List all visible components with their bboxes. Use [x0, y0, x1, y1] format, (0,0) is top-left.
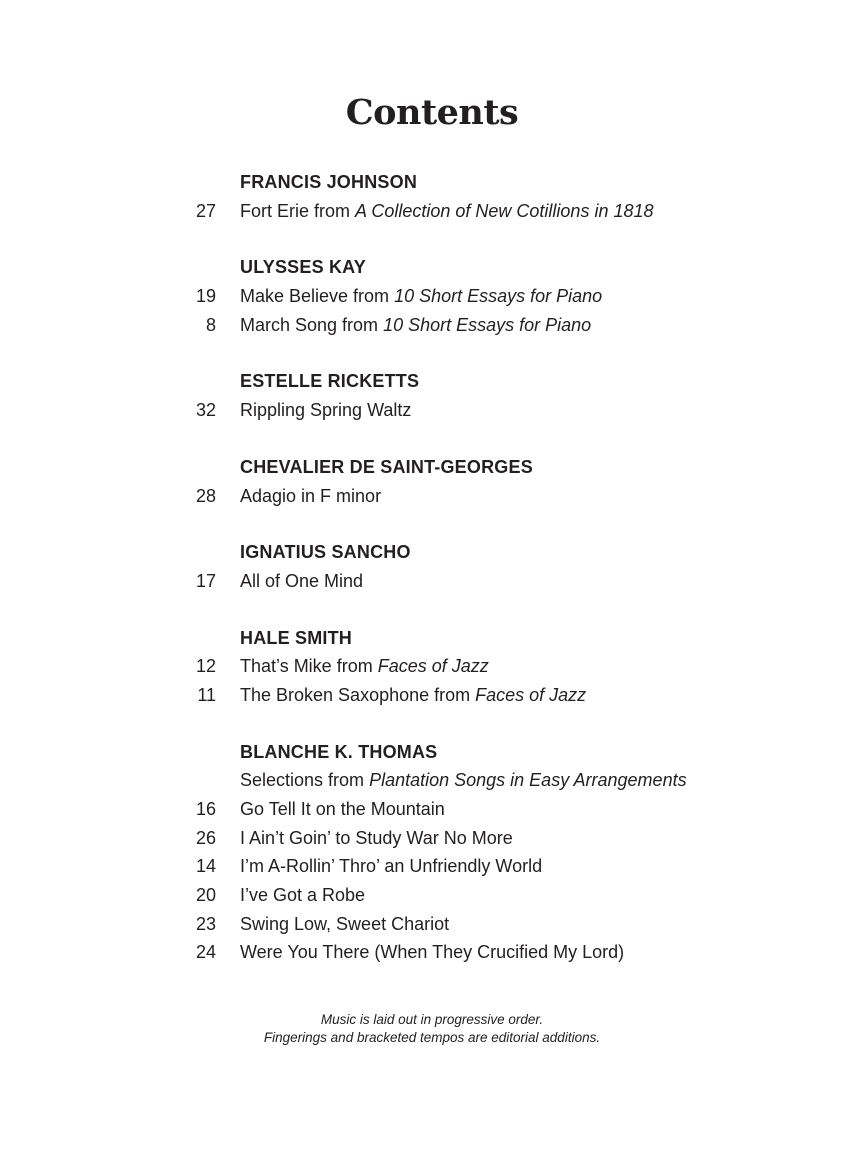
- piece-title: Make Believe from: [240, 286, 395, 307]
- footer-note: [0, 1011, 864, 1047]
- piece-title: Fort Erie from: [240, 200, 356, 221]
- piece-title: Adagio in F minor: [240, 485, 382, 506]
- page-number: 27: [195, 200, 216, 221]
- page-number: 23: [195, 913, 216, 934]
- toc-entry[interactable]: [0, 482, 864, 511]
- piece-title: Were You There (When They Crucified My Lord): [240, 942, 625, 963]
- piece-title: I’m A-Rollin’ Thro’ an Unfriendly World: [240, 856, 543, 877]
- section-hale-smith: [0, 624, 864, 710]
- composer-heading: ULYSSES KAY: [240, 257, 366, 278]
- section-saint-georges: [0, 453, 864, 510]
- composer-heading: CHEVALIER DE SAINT-GEORGES: [240, 456, 533, 477]
- toc-entry[interactable]: [0, 282, 864, 311]
- selections-note: [0, 766, 864, 795]
- toc-entry[interactable]: [0, 567, 864, 596]
- section-francis-johnson: [0, 168, 864, 225]
- footer-line: Fingerings and bracketed tempos are editorial additions.: [263, 1030, 601, 1045]
- source-title: 10 Short Essays for Piano: [383, 314, 592, 335]
- section-estelle-ricketts: [0, 367, 864, 424]
- toc-entry[interactable]: [0, 197, 864, 226]
- toc-entry[interactable]: [0, 938, 864, 967]
- toc-entry[interactable]: [0, 881, 864, 910]
- piece-title: I’ve Got a Robe: [240, 885, 366, 906]
- page-number: 16: [195, 799, 216, 819]
- section-ulysses-kay: [0, 253, 864, 339]
- toc-entry[interactable]: [0, 681, 864, 710]
- page-number: 11: [197, 684, 216, 705]
- toc-entry[interactable]: [0, 396, 864, 425]
- footer-line: Music is laid out in progressive order.: [320, 1012, 544, 1027]
- source-title: 10 Short Essays for Piano: [394, 286, 603, 307]
- composer-heading: ESTELLE RICKETTS: [240, 371, 420, 392]
- table-of-contents: [0, 168, 864, 995]
- page-number: 32: [195, 400, 216, 421]
- source-title: Faces of Jazz: [475, 684, 587, 705]
- composer-heading: BLANCHE K. THOMAS: [240, 741, 438, 762]
- page-number: 28: [195, 485, 216, 506]
- toc-entry[interactable]: [0, 795, 864, 824]
- page-number: 24: [195, 942, 216, 963]
- source-title: Plantation Songs in Easy Arrangements: [369, 770, 687, 791]
- page-number: 26: [195, 827, 216, 848]
- page-number: 14: [195, 856, 216, 877]
- section-ignatius-sancho: [0, 538, 864, 595]
- page-number: 12: [195, 656, 216, 677]
- piece-title: All of One Mind: [240, 570, 364, 591]
- page-number: 20: [195, 885, 216, 906]
- toc-entry[interactable]: [0, 311, 864, 340]
- toc-entry[interactable]: [0, 652, 864, 681]
- piece-title: Rippling Spring Waltz: [240, 400, 412, 421]
- piece-title: March Song from: [240, 314, 384, 335]
- source-title: A Collection of New Cotillions in 1818: [355, 200, 654, 221]
- page-number: 8: [205, 314, 216, 335]
- piece-title: Selections from: [240, 770, 370, 791]
- page-title: Contents: [345, 92, 519, 133]
- piece-title: I Ain’t Goin’ to Study War No More: [240, 827, 513, 848]
- page-number: 19: [195, 286, 216, 307]
- piece-title: Swing Low, Sweet Chariot: [240, 913, 450, 934]
- composer-heading: FRANCIS JOHNSON: [240, 172, 418, 192]
- composer-heading: IGNATIUS SANCHO: [240, 542, 411, 563]
- piece-title: Go Tell It on the Mountain: [240, 799, 445, 819]
- composer-heading: HALE SMITH: [240, 627, 352, 648]
- piece-title: That’s Mike from: [240, 656, 378, 677]
- source-title: Faces of Jazz: [377, 656, 489, 677]
- toc-entry[interactable]: [0, 910, 864, 939]
- page-number: 17: [195, 570, 216, 591]
- piece-title: The Broken Saxophone from: [240, 684, 476, 705]
- section-blanche-thomas: [0, 738, 864, 968]
- toc-entry[interactable]: [0, 824, 864, 853]
- toc-entry[interactable]: [0, 852, 864, 881]
